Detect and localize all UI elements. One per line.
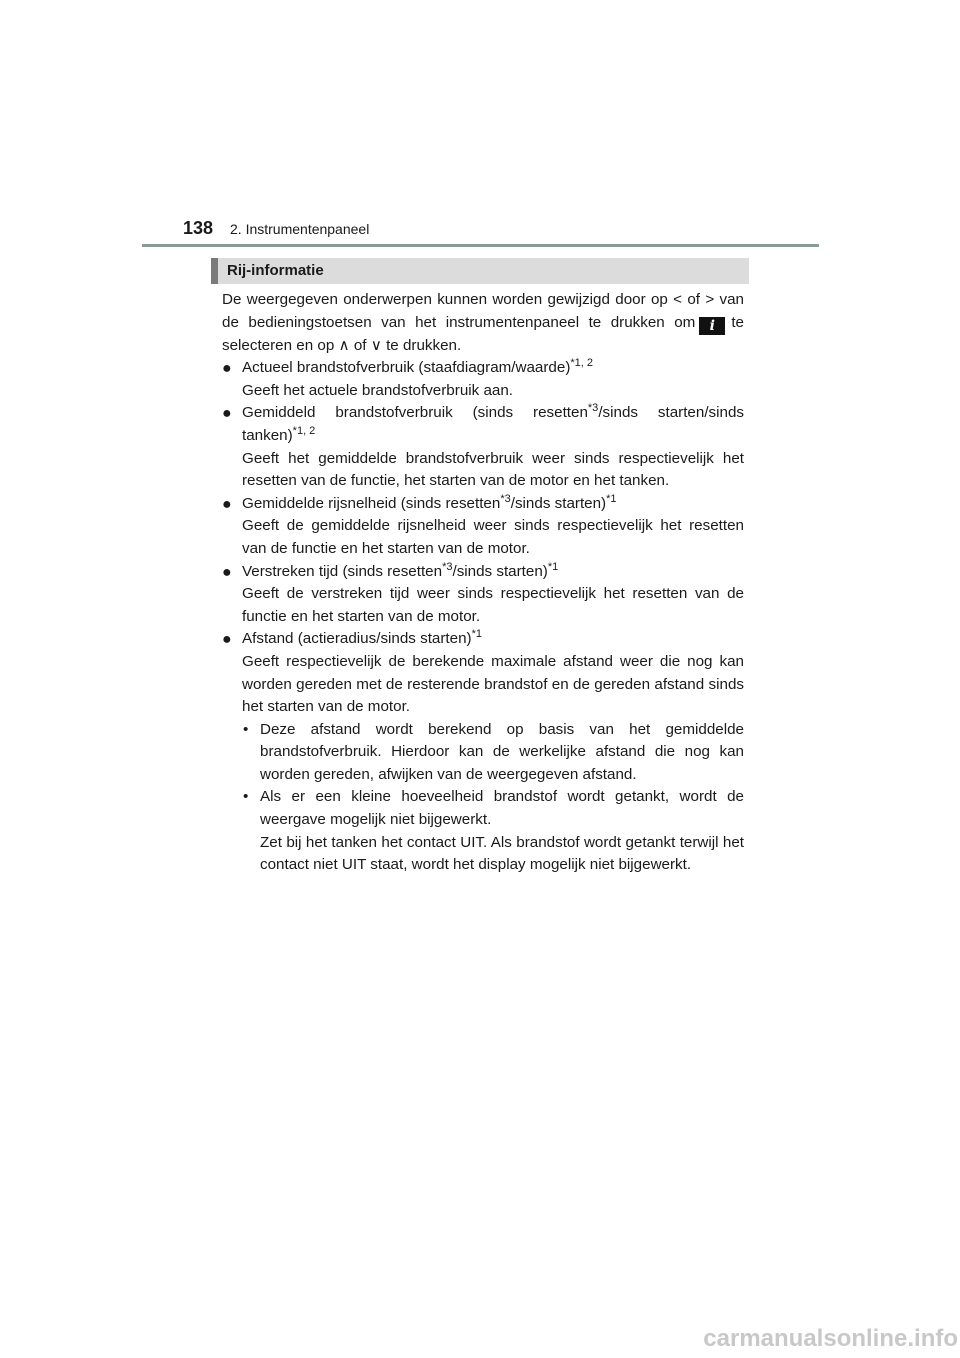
bullet-icon: ●	[222, 495, 232, 513]
section-heading-text: Rij-informatie	[227, 262, 324, 279]
item-title-text: /sinds starten)	[510, 494, 607, 512]
sub-note	[222, 786, 744, 831]
intro-text-1: De weergegeven onderwerpen kunnen worden gewijzigd door op < of > van de bedieningstoetsen van het instrumentenpaneel te drukken om	[222, 291, 744, 331]
bullet-icon: ●	[222, 405, 232, 423]
header-rule	[142, 244, 819, 247]
page-number: 138	[183, 218, 214, 238]
item-title-text: Gemiddelde rijsnelheid (sinds resetten	[242, 494, 501, 512]
list-item-title	[222, 402, 744, 447]
intro-text-2: te selecteren en op ∧ of ∨ te drukken.	[222, 313, 744, 354]
item-title-text: Verstreken tijd (sinds resetten	[242, 562, 443, 580]
list-item-description: Geeft respectievelijk de berekende maximale afstand weer die nog kan worden gereden met de resterende brandstof en de gereden afstand sinds het starten van de motor.	[242, 652, 744, 716]
footnote-ref: *1	[471, 628, 483, 641]
item-title-text: /sinds starten)	[452, 562, 548, 580]
list-item-title	[222, 561, 744, 584]
watermark: carmanualsonline.info	[703, 1325, 958, 1352]
section-title: 2. Instrumentenpaneel	[230, 221, 370, 237]
footnote-ref: *1, 2	[570, 357, 594, 370]
item-title-text: Actueel brandstofverbruik (staafdiagram/waarde)	[242, 359, 571, 377]
info-icon: i	[699, 317, 725, 335]
intro-paragraph	[222, 289, 744, 357]
list-item-description: Geeft het actuele brandstofverbruik aan.	[242, 381, 514, 399]
list-item-description: Geeft de gemiddelde rijsnelheid weer sinds respectievelijk het resetten van de functie en het starten van de motor.	[242, 517, 744, 557]
sub-bullet-icon: •	[243, 788, 249, 806]
footnote-ref: *3	[500, 492, 511, 505]
footnote-ref: *1	[606, 492, 617, 505]
list-item-title	[222, 493, 744, 516]
footnote-ref: *3	[587, 402, 599, 415]
sub-note-continuation: Zet bij het tanken het contact UIT. Als brandstof wordt getankt terwijl het contact niet UIT staat, wordt het display mogelijk niet bijgewerkt.	[260, 833, 744, 874]
bullet-icon: ●	[222, 631, 232, 649]
footnote-ref: *1	[547, 560, 559, 573]
item-title-text: /sinds starten/sinds tanken)	[242, 404, 744, 444]
sub-bullet-icon: •	[243, 720, 249, 738]
section-heading	[211, 258, 749, 284]
footnote-ref: *1, 2	[292, 424, 316, 437]
list-item-description: Geeft de verstreken tijd weer sinds respectievelijk het resetten van de functie en het starten van de motor.	[242, 585, 744, 625]
body-text	[222, 289, 744, 877]
footnote-ref: *3	[442, 560, 453, 573]
bullet-icon: ●	[222, 360, 232, 378]
list-item-description: Geeft het gemiddelde brandstofverbruik weer sinds respectievelijk het resetten van de functie, het starten van de motor en het tanken.	[242, 449, 744, 490]
sub-note-text: Deze afstand wordt berekend op basis van het gemiddelde brandstofverbruik. Hierdoor kan de werkelijke afstand die nog kan worden gereden, afwijken van de weergegeven afstand.	[260, 720, 744, 783]
list-item-title	[222, 628, 744, 651]
sub-note	[222, 719, 744, 787]
item-title-text: Afstand (actieradius/sinds starten)	[242, 630, 472, 648]
bullet-icon: ●	[222, 563, 232, 581]
sub-note-text: Als er een kleine hoeveelheid brandstof wordt getankt, wordt de weergave mogelijk niet bijgewerkt.	[260, 788, 744, 829]
list-item-title	[222, 357, 744, 380]
item-title-text: Gemiddeld brandstofverbruik (sinds resetten	[242, 404, 588, 422]
